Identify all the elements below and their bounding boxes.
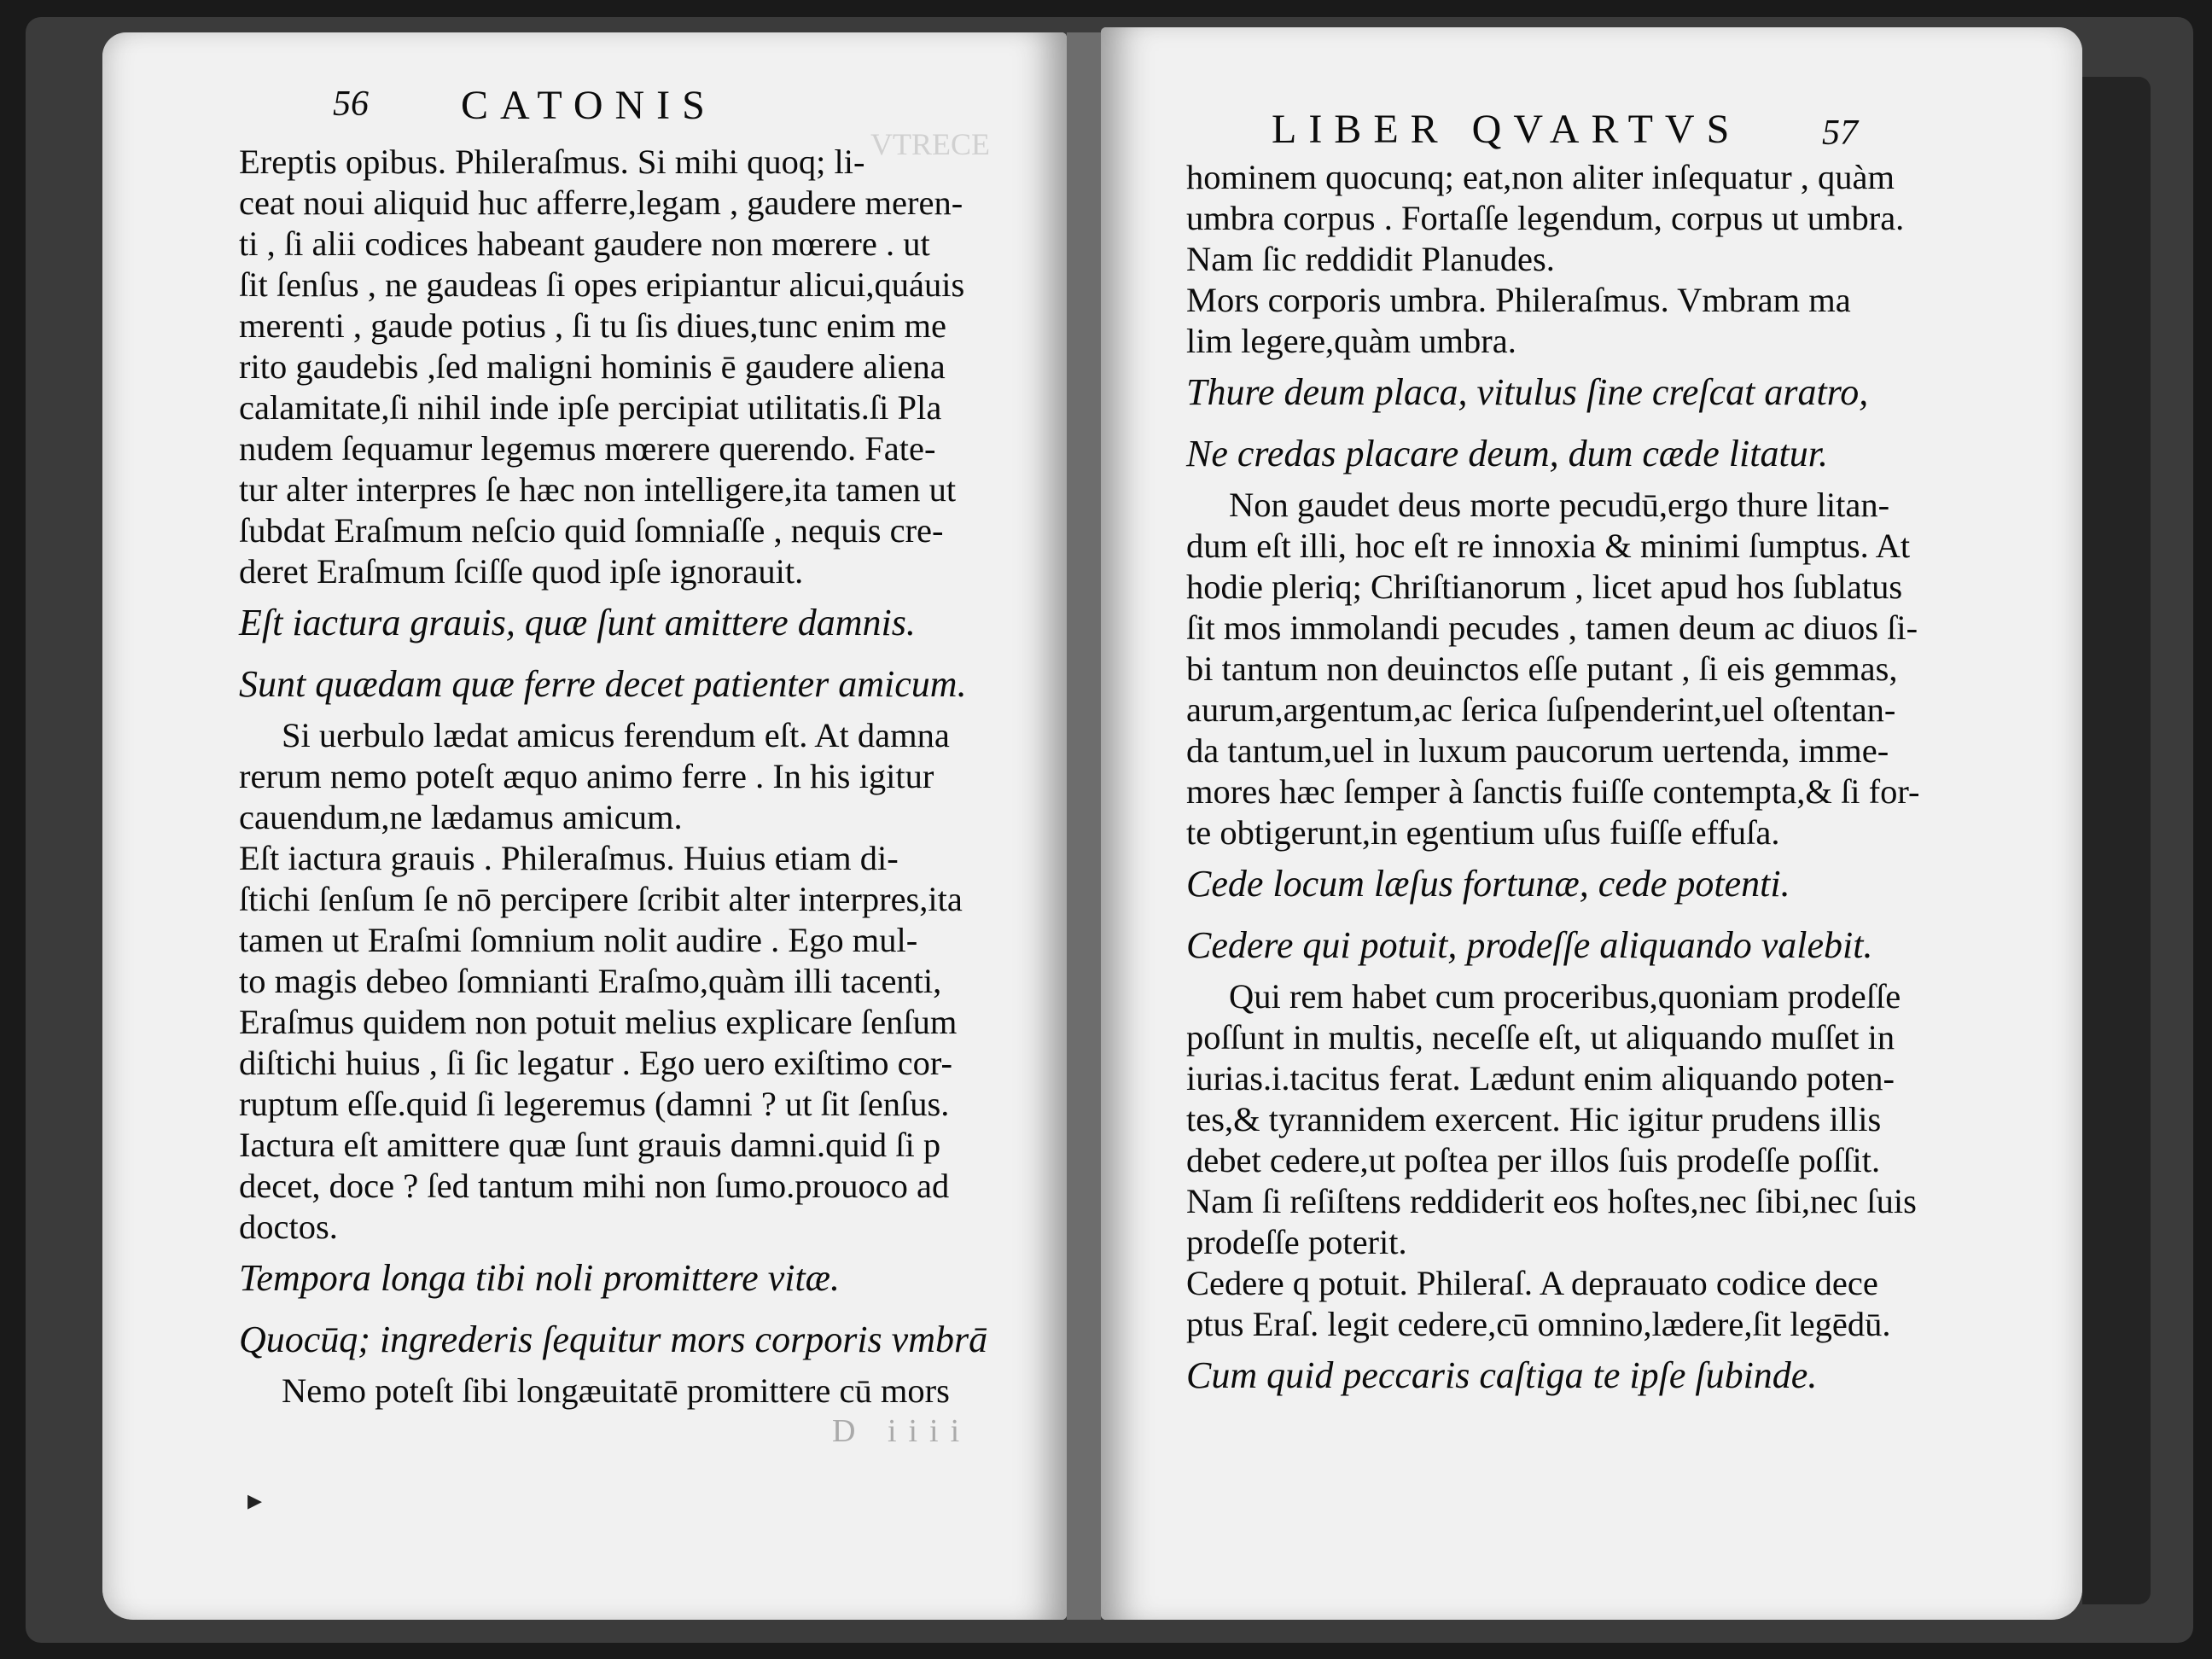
text-line: doctos.	[239, 1208, 338, 1246]
text-line: te obtigerunt,in egentium uſus fuiſſe effuſa.	[1186, 813, 1780, 852]
verse-line: Quocūq; ingrederis ſequitur mors corporis vmbrā	[239, 1318, 988, 1360]
text-line: diſtichi huius , ſi ſic legatur . Ego uero exiſtimo cor-	[239, 1044, 953, 1082]
text-line: rerum nemo poteſt æquo animo ferre . In his igitur	[239, 757, 934, 795]
text-line: Qui rem habet cum proceribus,quoniam prodeſſe	[1229, 977, 1901, 1016]
text-line: iurias.i.tacitus ferat. Lædunt enim aliquando poten-	[1186, 1059, 1895, 1097]
text-line: ruptum eſſe.quid ſi legeremus (damni ? ut ſit ſenſus.	[239, 1085, 950, 1123]
text-line: ſit mos immolandi pecudes , tamen deum ac diuos ſi-	[1186, 608, 1918, 647]
text-line: merenti , gaude potius , ſi tu ſis diues,tunc enim me	[239, 306, 946, 345]
text-line: tes,& tyrannidem exercent. Hic igitur prudens illis	[1186, 1100, 1882, 1138]
text-line: dum eſt illi, hoc eſt re innoxia & minimi ſumptus. At	[1186, 527, 1911, 565]
verse-line: Cum quid peccaris caſtiga te ipſe ſubinde.	[1186, 1354, 1818, 1396]
text-line: tur alter interpres ſe hæc non intelligere,ita tamen ut	[239, 470, 957, 509]
verse-line: Ne credas placare deum, dum cæde litatur.	[1186, 433, 1828, 474]
page-number: 56	[333, 84, 369, 124]
text-line: cauendum,ne lædamus amicum.	[239, 798, 683, 836]
text-line: ceat noui aliquid huc afferre,legam , gaudere meren-	[239, 183, 963, 222]
verse-line: Tempora longa tibi noli promittere vitæ.	[239, 1257, 841, 1299]
text-line: umbra corpus . Fortaſſe legendum, corpus ut umbra.	[1186, 199, 1905, 237]
text-line: Nam ſic reddidit Planudes.	[1186, 240, 1555, 278]
text-line: bi tantum non deuinctos eſſe putant , ſi eis gemmas,	[1186, 649, 1898, 688]
signature-mark: D iiii	[832, 1413, 972, 1449]
text-line: ſit ſenſus , ne gaudeas ſi opes eripiantur alicui,quáuis	[239, 265, 965, 304]
text-line: decet, doce ? ſed tantum mihi non ſumo.prouoco ad	[239, 1167, 950, 1205]
margin-mark: ▸	[247, 1483, 263, 1517]
verse-line: Cede locum læſus fortunæ, cede potenti.	[1186, 863, 1790, 905]
left-page-text	[239, 142, 987, 1412]
verse-line: Thure deum placa, vitulus ſine creſcat aratro,	[1186, 371, 1869, 413]
text-line: calamitate,ſi nihil inde ipſe percipiat utilitatis.ſi Pla	[239, 388, 942, 427]
text-line: lim legere,quàm umbra.	[1186, 322, 1516, 360]
running-header: LIBER QVARTVS	[1272, 107, 1742, 152]
text-line: Iactura eſt amittere quæ ſunt grauis damni.quid ſi p	[239, 1126, 941, 1164]
text-line: ſubdat Eraſmum neſcio quid ſomniaſſe , nequis cre-	[239, 511, 944, 550]
text-line: ti , ſi alii codices habeant gaudere non mœrere . ut	[239, 224, 930, 263]
right-page	[1101, 27, 2082, 1620]
text-line: Nam ſi reſiſtens reddiderit eos hoſtes,nec ſibi,nec ſuis	[1186, 1182, 1917, 1220]
right-page-text	[1186, 157, 1920, 1406]
text-line: ſtichi ſenſum ſe nō percipere ſcribit alter interpres,ita	[239, 880, 963, 918]
verse-line: Cedere qui potuit, prodeſſe aliquando valebit.	[1186, 924, 1873, 966]
verse-line: Eſt iactura grauis, quæ ſunt amittere damnis.	[239, 602, 916, 643]
text-line: Non gaudet deus morte pecudū,ergo thure litan-	[1229, 486, 1890, 524]
text-line: mores hæc ſemper à ſanctis fuiſſe contempta,& ſi for-	[1186, 772, 1920, 811]
text-line: Mors corporis umbra. Phileraſmus. Vmbram ma	[1186, 281, 1851, 319]
text-line: tamen ut Eraſmi ſomnium nolit audire . Ego mul-	[239, 921, 918, 959]
running-header: CATONIS	[461, 83, 717, 128]
gutter	[1067, 32, 1101, 1620]
text-line: Nemo poteſt ſibi longæuitatē promittere cū mors	[282, 1371, 950, 1410]
text-line: poſſunt in multis, neceſſe eſt, ut aliquando muſſet in	[1186, 1018, 1895, 1057]
text-line: Ereptis opibus. Phileraſmus. Si mihi quoq; li-	[239, 143, 865, 181]
text-line: hominem quocunq; eat,non aliter inſequatur , quàm	[1186, 158, 1895, 196]
text-line: Eſt iactura grauis . Phileraſmus. Huius etiam di-	[239, 839, 899, 877]
text-line: rito gaudebis ,ſed maligni hominis ē gaudere aliena	[239, 347, 946, 386]
left-page	[102, 32, 1067, 1620]
text-line: da tantum,uel in luxum paucorum uertenda, imme-	[1186, 731, 1889, 770]
text-line: Si uerbulo lædat amicus ferendum eſt. At damna	[282, 716, 950, 754]
page-edges	[2082, 77, 2151, 1604]
text-line: nudem ſequamur legemus mœrere querendo. Fate-	[239, 429, 936, 468]
text-line: to magis debeo ſomnianti Eraſmo,quàm illi tacenti,	[239, 962, 942, 1000]
text-line: ptus Eraſ. legit cedere,cū omnino,lædere,ſit legēdū.	[1186, 1305, 1891, 1343]
page-number: 57	[1822, 114, 1858, 153]
text-line: debet cedere,ut poſtea per illos ſuis prodeſſe poſſit.	[1186, 1141, 1881, 1179]
text-line: hodie pleriq; Chriſtianorum , licet apud hos ſublatus	[1186, 568, 1903, 606]
verse-line: Sunt quædam quæ ferre decet patienter amicum.	[239, 663, 967, 705]
show-through-text: VTRECE	[870, 127, 990, 161]
text-line: prodeſſe poterit.	[1186, 1223, 1407, 1261]
text-line: aurum,argentum,ac ſerica ſuſpenderint,uel oſtentan-	[1186, 690, 1896, 729]
text-line: Cedere q potuit. Phileraſ. A deprauato codice dece	[1186, 1264, 1878, 1302]
text-line: Eraſmus quidem non potuit melius explicare ſenſum	[239, 1003, 958, 1041]
text-line: deret Eraſmum ſciſſe quod ipſe ignorauit.	[239, 552, 804, 591]
